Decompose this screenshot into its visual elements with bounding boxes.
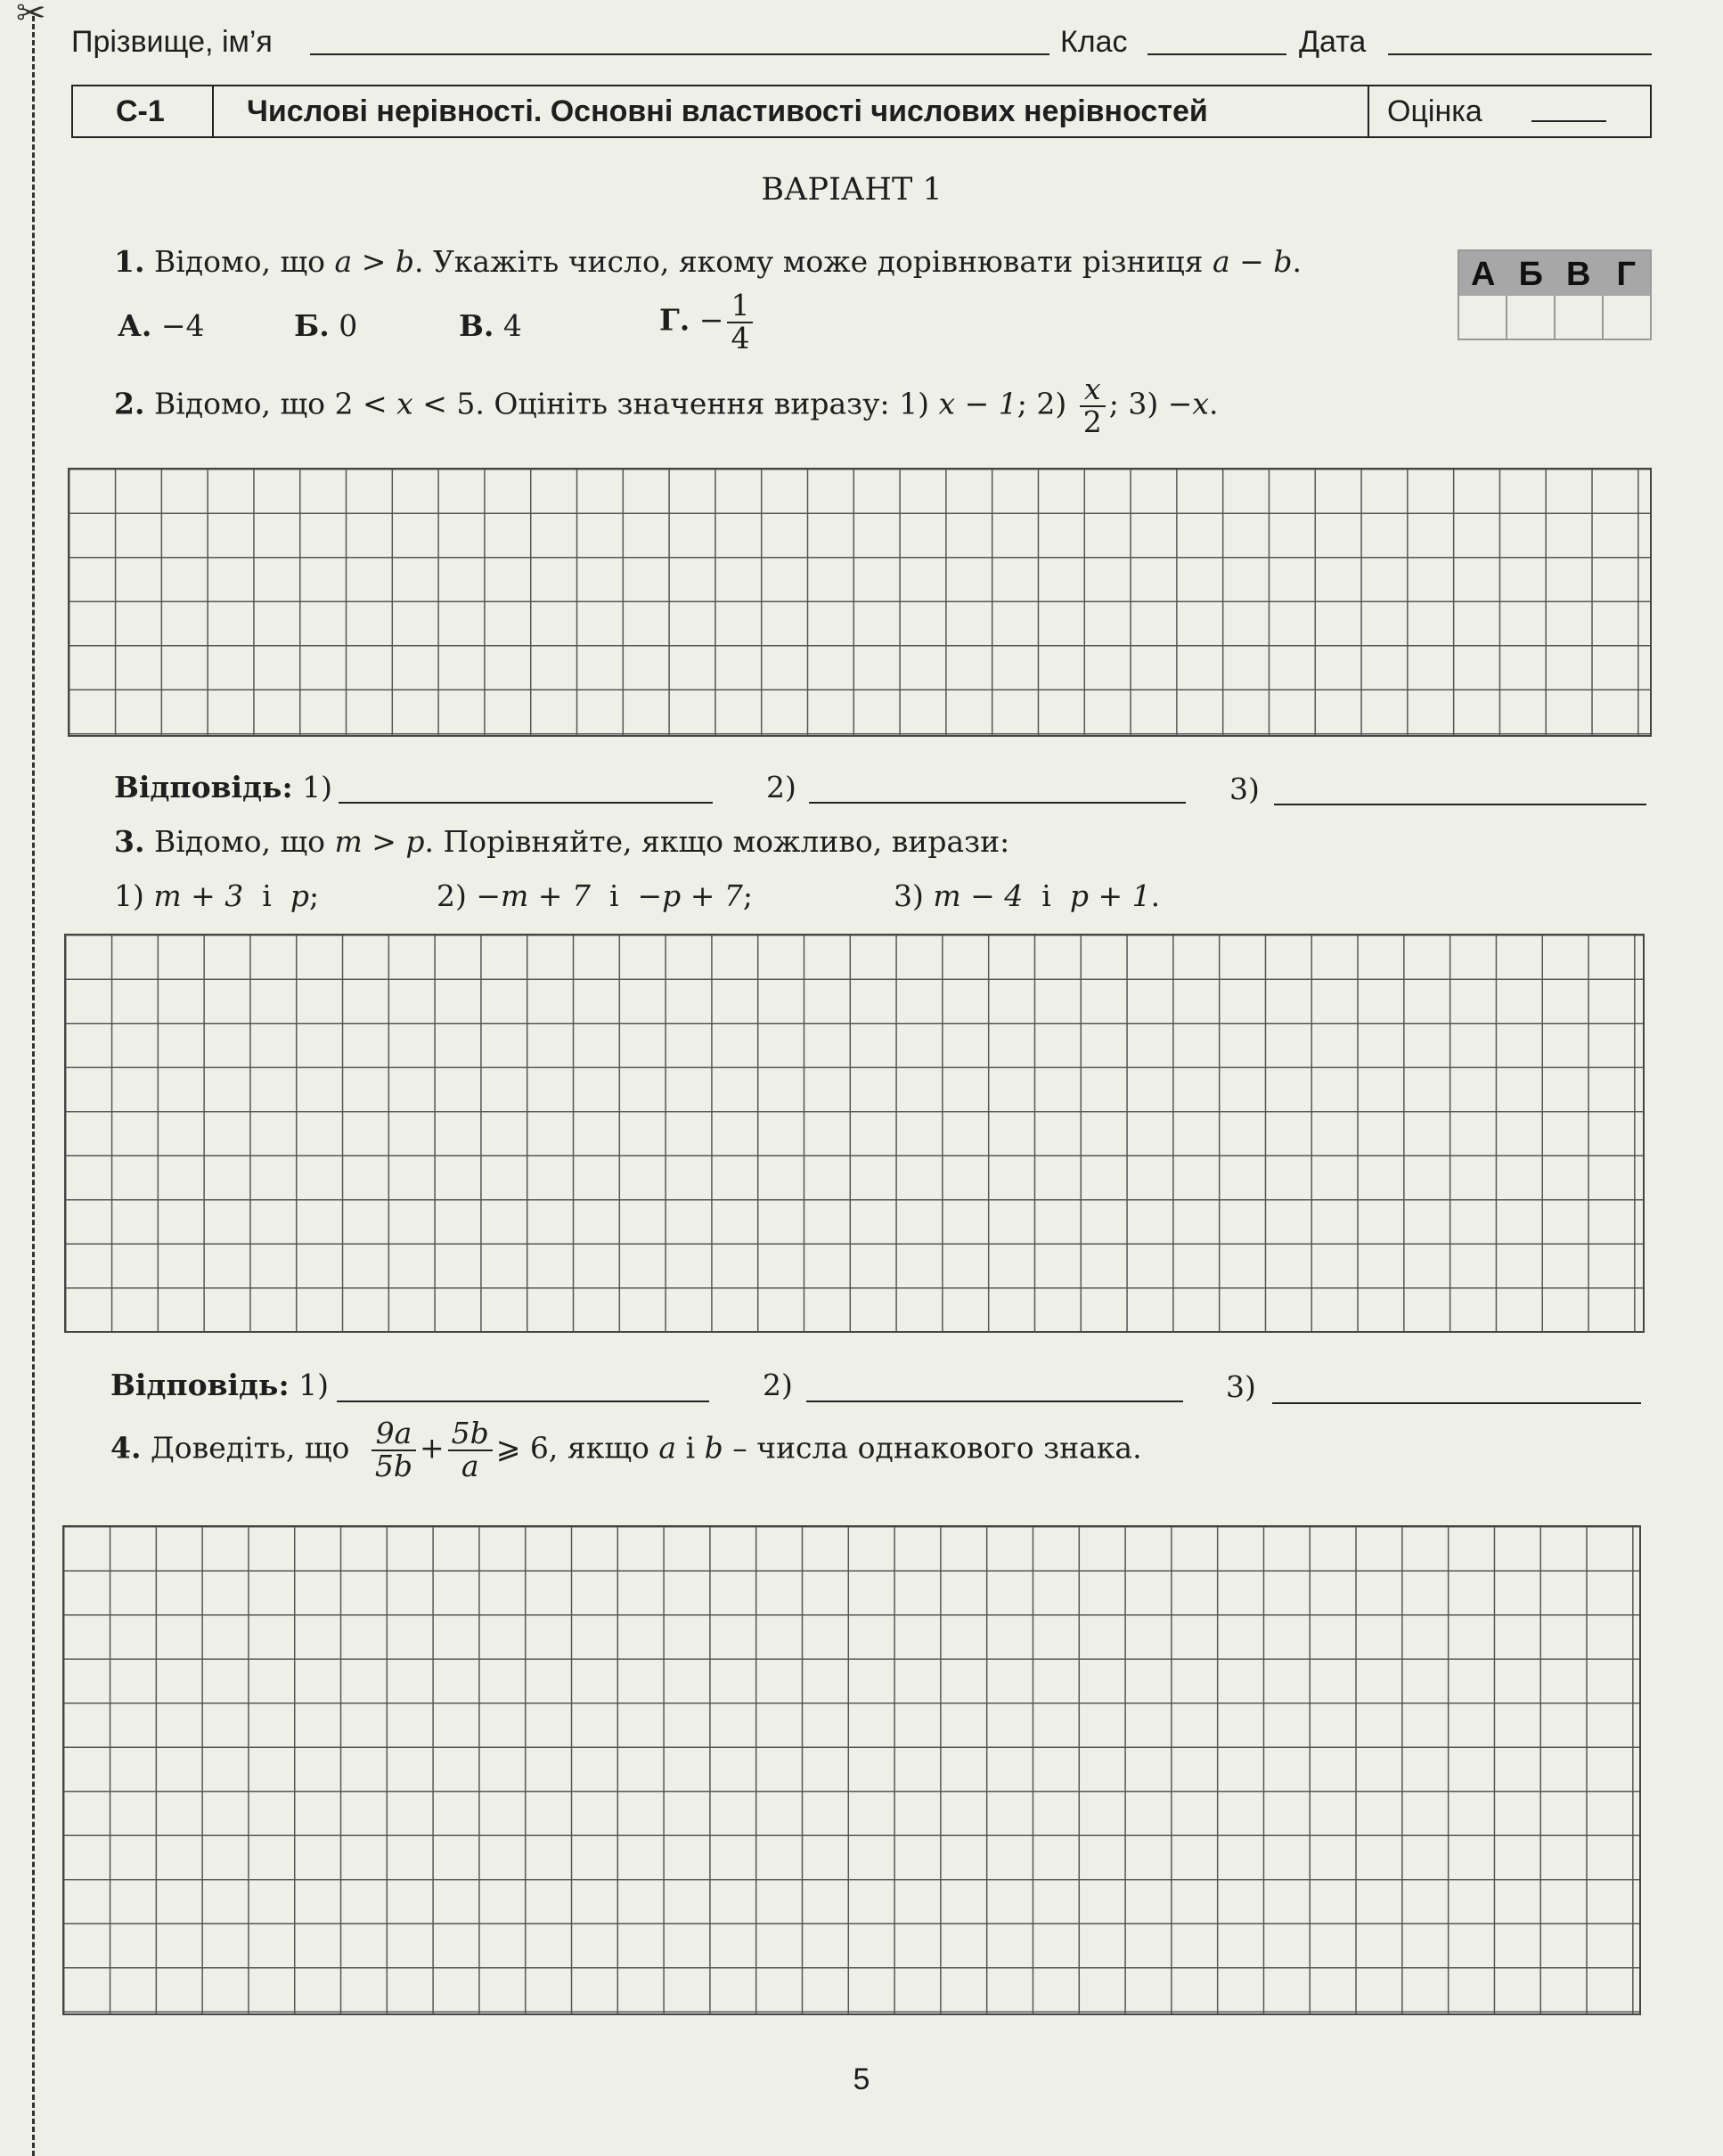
choice-b-label: Б (1518, 256, 1543, 293)
answer-1-1-field[interactable] (339, 802, 713, 804)
answer-label-1: Відповідь: 1) (114, 770, 333, 804)
answer-label-2-3: 3) (1226, 1369, 1256, 1404)
choice-a-label: А (1471, 256, 1496, 293)
fraction: $\frac{1}{4}$ (727, 290, 753, 354)
date-label: Дата (1299, 25, 1367, 59)
test-title: Числові нерівності. Основні властивості числових нерівностей (247, 94, 1208, 128)
option-v: В. 4 (459, 308, 522, 343)
option-a: А. −4 (118, 308, 205, 343)
question-3: 3. Відомо, що m > p. Порівняйте, якщо можливо, вирази: (114, 824, 1010, 859)
question-4: 4. Доведіть, що $\frac{9a}{5b}$ + $\frac{5b}{a}$ ⩾ 6, якщо a і b – числа однакового знака. (110, 1416, 1142, 1483)
question-3-item-2: 2) −m + 7 і −p + 7; (437, 878, 754, 913)
name-label: Прізвище, ім’я (71, 25, 273, 59)
name-field[interactable] (310, 53, 1049, 55)
title-box (71, 85, 1652, 138)
choice-a-cell[interactable] (1459, 296, 1506, 339)
work-grid-3[interactable] (62, 1525, 1641, 2015)
choice-g-cell[interactable] (1602, 296, 1650, 339)
work-grid-1[interactable] (68, 468, 1652, 737)
work-grid-2[interactable] (64, 934, 1645, 1333)
question-2: 2. Відомо, що 2 < x < 5. Оцініть значення виразу: 1) x − 1; 2) $\frac{x}{2}$ ; 3) −x. (114, 372, 1219, 439)
choice-g-label: Г (1616, 256, 1637, 293)
choice-v-cell[interactable] (1554, 296, 1602, 339)
choice-b-cell[interactable] (1506, 296, 1554, 339)
question-3-item-3: 3) m − 4 і p + 1. (894, 878, 1161, 913)
answer-choice-box (1458, 249, 1652, 340)
answer-2-2-field[interactable] (806, 1401, 1183, 1402)
test-code: С-1 (116, 94, 165, 128)
question-1: 1. Відомо, що a > b. Укажіть число, якому може дорівнювати різниця a − b. (114, 244, 1302, 279)
answer-label-2: Відповідь: 1) (110, 1368, 330, 1402)
cut-line (32, 16, 35, 2156)
grade-label: Оцінка (1387, 94, 1482, 128)
grade-field[interactable] (1531, 120, 1606, 122)
answer-label-1-3: 3) (1229, 772, 1260, 806)
answer-label-2-2: 2) (763, 1368, 793, 1402)
answer-1-3-field[interactable] (1274, 804, 1646, 805)
answer-2-1-field[interactable] (337, 1401, 709, 1402)
variant-heading: ВАРІАНТ 1 (761, 172, 943, 208)
option-g: Г. − $\frac{1}{4}$ (659, 290, 756, 354)
choice-v-label: В (1566, 256, 1591, 293)
page-number: 5 (853, 2062, 870, 2096)
date-field[interactable] (1388, 53, 1652, 55)
fraction: $\frac{x}{2}$ (1080, 374, 1106, 437)
class-label: Клас (1060, 25, 1128, 59)
option-b: Б. 0 (294, 308, 358, 343)
scissors-icon: ✂ (16, 0, 46, 34)
answer-2-3-field[interactable] (1272, 1402, 1641, 1404)
question-3-item-1: 1) m + 3 і p; (114, 878, 320, 913)
answer-label-1-2: 2) (766, 770, 796, 804)
answer-1-2-field[interactable] (809, 802, 1186, 804)
class-field[interactable] (1147, 53, 1286, 55)
